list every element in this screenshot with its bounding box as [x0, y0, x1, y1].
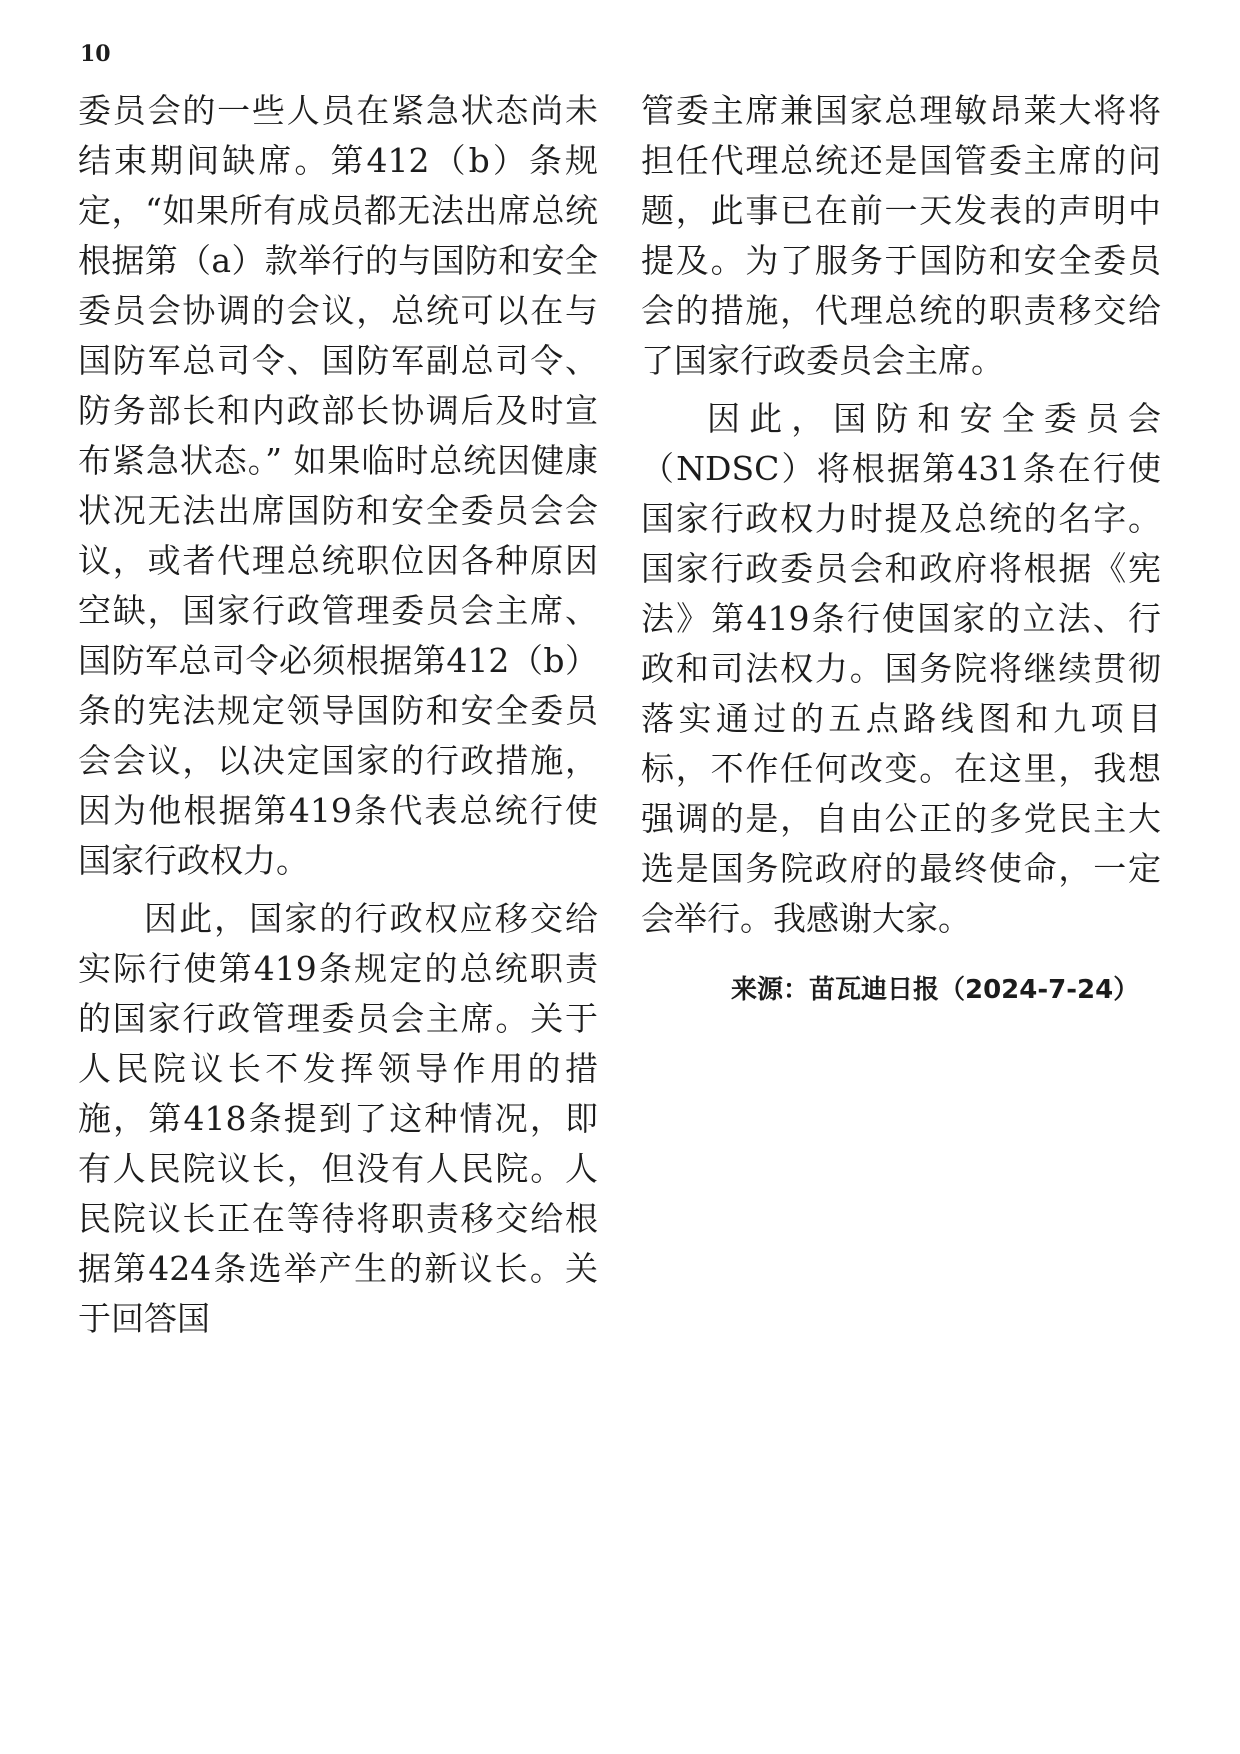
right-paragraph-1: 管委主席兼国家总理敏昂莱大将将担任代理总统还是国管委主席的问题，此事已在前一天发表的声明中提及。为了服务于国防和安全委员会的措施，代理总统的职责移交给了国家行政委员会主席。: [641, 91, 1161, 380]
left-paragraph-2: 因此，国家的行政权应移交给实际行使第419条规定的总统职责的国家行政管理委员会主席。关于人民院议长不发挥领导作用的措施，第418条提到了这种情况，即有人民院议长，但没有人民院。人民院议长正在等待将职责移交给根据第424条选举产生的新议长。关于回答国: [78, 899, 598, 1338]
right-column: [641, 86, 1161, 944]
left-paragraph-1: 委员会的一些人员在紧急状态尚未结束期间缺席。第412（b）条规定，“如果所有成员都无法出席总统根据第（a）款举行的与国防和安全委员会协调的会议，总统可以在与国防军总司令、国防军副总司令、防务部长和内政部长协调后及时宣布紧急状态。” 如果临时总统因健康状况无法出席国防和安全委员会会议，或者代理总统职位因各种原因空缺，国家行政管理委员会主席、国防军总司令必须根据第412（b）条的宪法规定领导国防和安全委员会会议，以决定国家的行政措施，因为他根据第419条代表总统行使国家行政权力。: [78, 91, 598, 880]
left-column: [78, 86, 598, 1344]
source-citation: 来源：苗瓦迪日报（2024-7-24）: [731, 975, 1140, 1005]
right-paragraph-2: 因此，国防和安全委员会（NDSC）将根据第431条在行使国家行政权力时提及总统的名字。国家行政委员会和政府将根据《宪法》第419条行使国家的立法、行政和司法权力。国务院将继续贯彻落实通过的五点路线图和九项目标，不作任何改变。在这里，我想强调的是，自由公正的多党民主大选是国务院政府的最终使命，一定会举行。我感谢大家。: [641, 399, 1161, 938]
page-number: 10: [80, 41, 111, 67]
